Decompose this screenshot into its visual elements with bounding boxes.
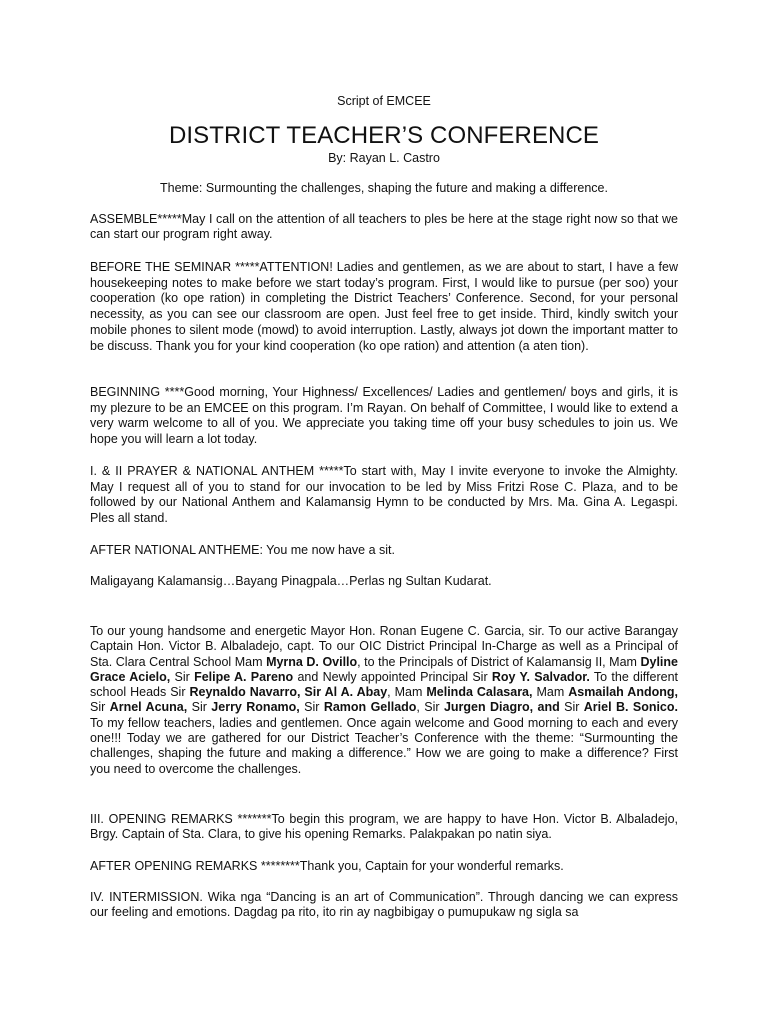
greeting-text: Sir [170, 669, 195, 684]
greeting-name-bold: Asmailah Andong, [568, 685, 678, 700]
greeting-text: To the different school Heads Sir [90, 669, 678, 700]
greeting-text: To my fellow teachers, ladies and gentlemen. Once again welcome and Good morning to each and every one!!! Today we are gathered for our District Teacher’s Conference with the theme: “Surmounting the challenges, shaping the future and making a difference.” How we are going to make a difference? First you need to overcome the challenges. [90, 715, 678, 776]
greeting-name-bold: Ariel B. Sonico. [583, 700, 678, 715]
greeting-text: Sir [559, 700, 584, 715]
paragraph-prayer-anthem: I. & II PRAYER & NATIONAL ANTHEM *****To start with, May I invite everyone to invoke the Almighty. May I request all of you to stand for our invocation to be led by Miss Fritzi Rose C. Plaza, and to be followed by our National Anthem and Kalamansig Hymn to be conducted by Mrs. Ma. Gina A. Legaspi. Ples all stand. [90, 464, 678, 526]
greeting-name-bold: Melinda Calasara, [426, 685, 533, 700]
greeting-name-bold: Myrna D. Ovillo [266, 654, 358, 669]
paragraph-motto: Maligayang Kalamansig…Bayang Pinagpala…Perlas ng Sultan Kudarat. [90, 574, 492, 588]
paragraph-before-seminar: BEFORE THE SEMINAR *****ATTENTION! Ladies and gentlemen, as we are about to start, I have a few housekeeping notes to make before we start today’s program. First, I would like to pursue (per soo) your cooperation (ko ope ration) in completing the District Teachers’ Conference. Second, for your personal necessity, as you can see our classroom are open. Just feel free to get inside. Third, kindly switch your mobile phones to silent mode (mowd) to avoid interruption. Lastly, always jot down the important matter to be discuss. Thank you for your kind cooperation (ko ope ration) and attention (a aten tion). [90, 260, 678, 353]
greeting-name-bold: Reynaldo Navarro, Sir Al A. Abay [189, 685, 388, 700]
page-title: DISTRICT TEACHER’S CONFERENCE [168, 122, 600, 149]
greeting-text: , Mam [387, 685, 427, 700]
greeting-name-bold: Ramon Gellado [323, 700, 417, 715]
greeting-name-bold: Jerry Ronamo, [211, 700, 300, 715]
paragraph-greeting [90, 624, 678, 777]
paragraph-assemble: ASSEMBLE*****May I call on the attention of all teachers to ples be here at the stage right now so that we can start our program right away. [90, 212, 678, 242]
paragraph-opening-remarks: III. OPENING REMARKS *******To begin this program, we are happy to have Hon. Victor B. Albaladejo, Brgy. Captain of Sta. Clara, to give his opening Remarks. Palakpakan po natin siya. [90, 812, 678, 842]
greeting-name-bold: Roy Y. Salvador. [491, 669, 590, 684]
greeting-name-bold: Felipe A. Pareno [194, 669, 294, 684]
paragraph-after-opening: AFTER OPENING REMARKS ********Thank you, Captain for your wonderful remarks. [90, 859, 564, 873]
pre-title: Script of EMCEE [337, 94, 431, 108]
greeting-name-bold: Dyline Grace Acielo, [90, 654, 678, 684]
paragraph-beginning: BEGINNING ****Good morning, Your Highness/ Excellences/ Ladies and gentlemen/ boys and girls, it is my plezure to be an EMCEE on this program. I’m Rayan. On behalf of Committee, I would like to extend a very warm welcome to all of you. We appreciate you taking time off your busy schedules to join us. We hope you will learn a lot today. [90, 385, 678, 447]
byline: By: Rayan L. Castro [328, 151, 440, 165]
greeting-text: To our young handsome and energetic Mayor Hon. Ronan Eugene C. Garcia, sir. To our active Barangay Captain Hon. Victor B. Albaladejo, capt. To our OIC District Principal In-Charge as well as a Principal of Sta. Clara Central School Mam [90, 624, 678, 669]
greeting-text: , Sir [416, 700, 444, 715]
paragraph-after-anthem: AFTER NATIONAL ANTHEME: You me now have a sit. [90, 543, 395, 557]
greeting-text: Sir [90, 700, 110, 715]
greeting-name-bold: Arnel Acuna, [109, 700, 188, 715]
greeting-text: Sir [187, 700, 212, 715]
greeting-text: , to the Principals of District of Kalamansig II, Mam [357, 654, 641, 669]
greeting-name-bold: Jurgen Diagro, and [443, 700, 560, 715]
paragraph-intermission: IV. INTERMISSION. Wika nga “Dancing is an art of Communication”. Through dancing we can express our feeling and emotions. Dagdag pa rito, ito rin ay nagbibigay o pumupukaw ng sigla sa [90, 890, 678, 920]
greeting-text: Mam [532, 685, 569, 700]
greeting-text: Sir [299, 700, 324, 715]
greeting-text: and Newly appointed Principal Sir [293, 669, 492, 684]
theme-line: Theme: Surmounting the challenges, shaping the future and making a difference. [160, 181, 608, 195]
